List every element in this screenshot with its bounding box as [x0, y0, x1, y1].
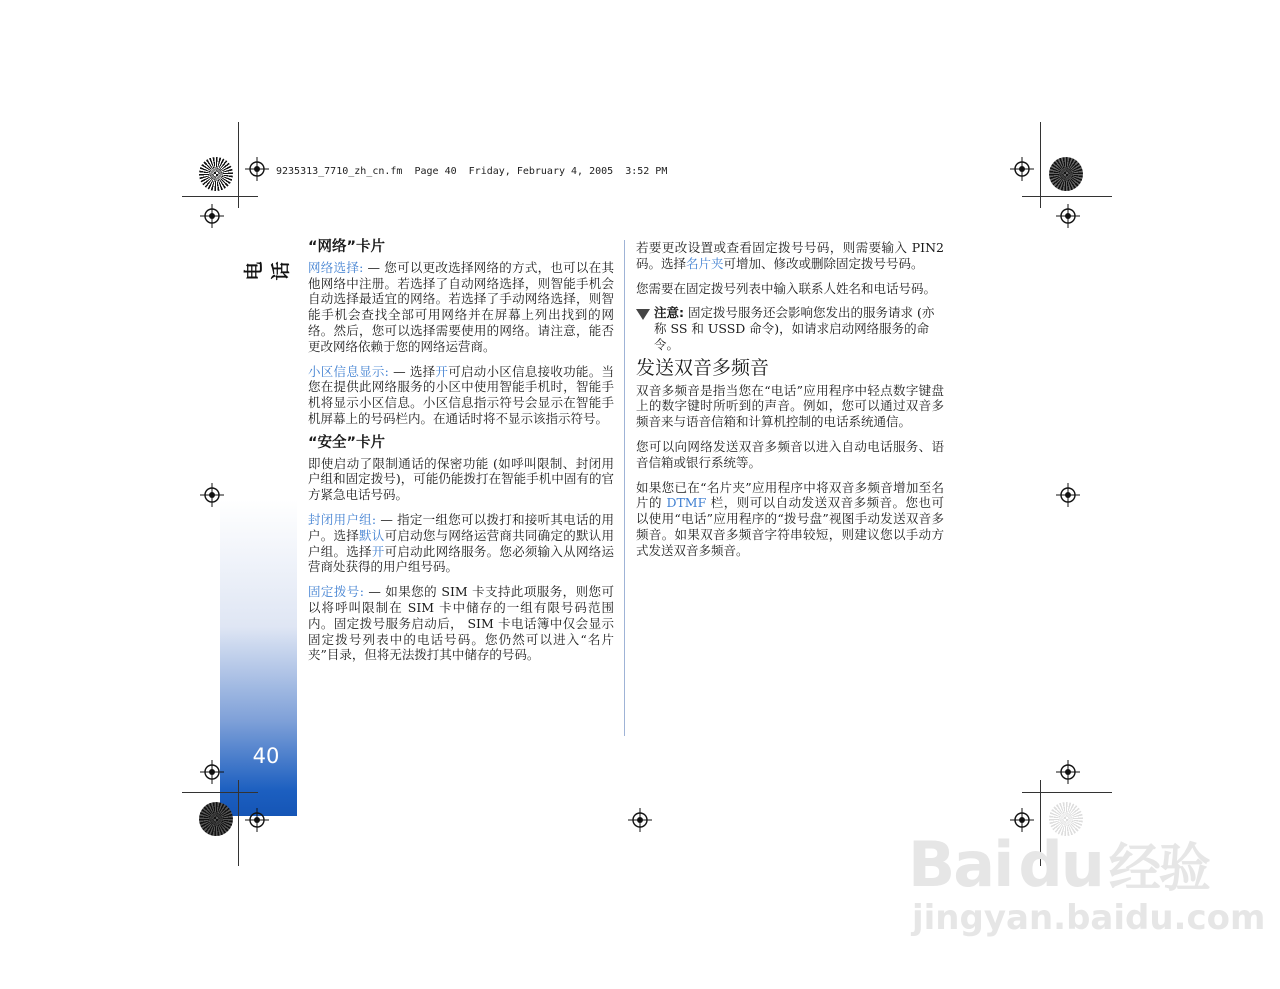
option-on-keyword: 开 — [435, 363, 449, 379]
pin2-text: 可增加、修改或删除固定拨号号码。 — [723, 255, 924, 271]
cell-info-text: 可启动小区信息接收功能。当您在提供此网络服务的小区中使用智能手机时，智能手机将显示小区信息。小区信息指示符号会显示在智能手机屏幕上的号码栏内。在通话时将不显示该指示符号。 — [308, 363, 614, 426]
registration-mark-icon — [200, 483, 224, 507]
closed-user-group-text: 可启动您与网络运营商共同确定的默认用户组。选择 — [308, 527, 614, 559]
cell-info-term: 小区信息显示: — [308, 363, 389, 379]
contact-entry-paragraph: 您需要在固定拨号列表中输入联系人姓名和电话号码。 — [636, 280, 937, 296]
option-on-keyword: 开 — [371, 543, 385, 559]
network-card-heading: “网络”卡片 — [308, 239, 386, 255]
dtmf-text: 栏，则可以自动发送双音多频音。您也可以使用“电话”应用程序的“拨号盘”视图手动发送双音多频音。如果双音多频音字符串较短，则建议您以手动方式发送双音多频音。 — [636, 495, 944, 558]
closed-user-group-text: — 指定一组您可以拨打和接听其电话的用户。选择 — [308, 511, 614, 543]
note-label: 注意: — [654, 305, 684, 321]
closed-user-group-term: 封闭用户组: — [308, 511, 377, 527]
closed-user-group-text: 可启动此网络服务。您必须输入从网络运营商处获得的用户组号码。 — [308, 543, 614, 575]
crop-mark — [1022, 792, 1112, 793]
fixed-dialing-text: — 如果您的 SIM 卡支持此项服务，则您可以将呼叫限制在 SIM 卡中储存的一组有限号码范围内。固定拨号服务启动后， SIM 卡电话簿中仅会显示固定拨号列表中的电话号码。您仍然可以进入“名片夹”目录，但将无法拨打其中储存的号码。 — [308, 584, 614, 663]
network-selection-text: — 您可以更改选择网络的方式，也可以在其他网络中注册。若选择了自动网络选择，则智能手机会自动选择最适宜的网络。若选择了手动网络选择，则智能手机会查找全部可用网络并在屏幕上列出找到的网络。然后，您可以选择需要使用的网络。请注意，能否更改网络依赖于您的网络运营商。 — [308, 259, 614, 354]
crop-mark — [182, 196, 258, 197]
registration-mark-icon — [200, 204, 224, 228]
cell-info-paragraph — [308, 364, 614, 427]
registration-mark-icon — [1056, 760, 1080, 784]
note-block — [636, 305, 944, 352]
security-card-heading: “安全”卡片 — [308, 434, 386, 451]
network-selection-term: 网络选择: — [308, 259, 364, 275]
fixed-dialing-term: 固定拨号: — [308, 584, 364, 600]
fixed-dialing-paragraph — [308, 584, 614, 663]
note-content — [654, 305, 944, 352]
note-text: 固定拨号服务还会影响您发出的服务请求 (亦称 SS 和 USSD 命令)，如请求启动网络服务的命令。 — [654, 305, 935, 352]
crop-mark — [182, 792, 258, 793]
dtmf-paragraph-2: 您可以向网络发送双音多频音以进入自动电话服务、语音信箱或银行系统等。 — [636, 438, 944, 470]
security-paragraph: 即使启动了限制通话的保密功能 (如呼叫限制、封闭用户组和固定拨号)，可能仍能拨打在智能手机中固有的官方紧急电话号码。 — [308, 455, 614, 503]
registration-mark-icon — [245, 157, 269, 181]
baidu-watermark-url: jingyan.baidu.com — [912, 898, 1266, 938]
page-number: 40 — [252, 744, 280, 768]
registration-mark-icon — [1056, 204, 1080, 228]
crop-mark — [1022, 196, 1112, 197]
column-divider — [624, 240, 625, 736]
print-header: 9235313_7710_zh_cn.fm Page 40 Friday, February 4, 2005 3:52 PM — [276, 166, 668, 177]
dtmf-text: 如果您已在“名片夹”应用程序中将双音多频音增加至名片的 — [636, 479, 944, 511]
left-column — [308, 240, 614, 672]
registration-mark-icon — [1010, 157, 1034, 181]
cell-info-text: — 选择 — [388, 363, 436, 379]
dtmf-heading: 发送双音多频音 — [636, 356, 770, 379]
registration-mark-icon — [200, 760, 224, 784]
dtmf-paragraph-3 — [636, 480, 944, 559]
dtmf-paragraph-1: 双音多频音是指当您在“电话”应用程序中轻点数字键盘上的数字键时所听到的声音。例如，您可以通过双音多频音来与语音信箱和计算机控制的电话系统通信。 — [636, 382, 944, 430]
contacts-keyword: 名片夹 — [686, 255, 724, 271]
chapter-title: 电话 — [243, 261, 292, 281]
registration-mark-icon — [1056, 483, 1080, 507]
registration-mark-icon — [628, 808, 652, 832]
note-triangle-icon — [636, 309, 650, 320]
dtmf-keyword: DTMF — [666, 495, 707, 511]
color-bar-sunburst-icon — [199, 157, 233, 191]
right-column — [636, 240, 944, 568]
color-bar-sunburst-icon — [1049, 157, 1083, 191]
closed-user-group-paragraph — [308, 512, 614, 575]
baidu-watermark-logo: Baidu 经验 — [908, 828, 1209, 901]
option-default-keyword: 默认 — [359, 527, 385, 543]
registration-mark-icon — [245, 808, 269, 832]
pin2-text: 若要更改设置或查看固定拨号号码，则需要输入 PIN2 码。选择 — [636, 240, 944, 271]
network-selection-paragraph — [308, 260, 614, 355]
color-bar-sunburst-icon — [199, 802, 233, 836]
pin2-paragraph — [636, 240, 944, 272]
